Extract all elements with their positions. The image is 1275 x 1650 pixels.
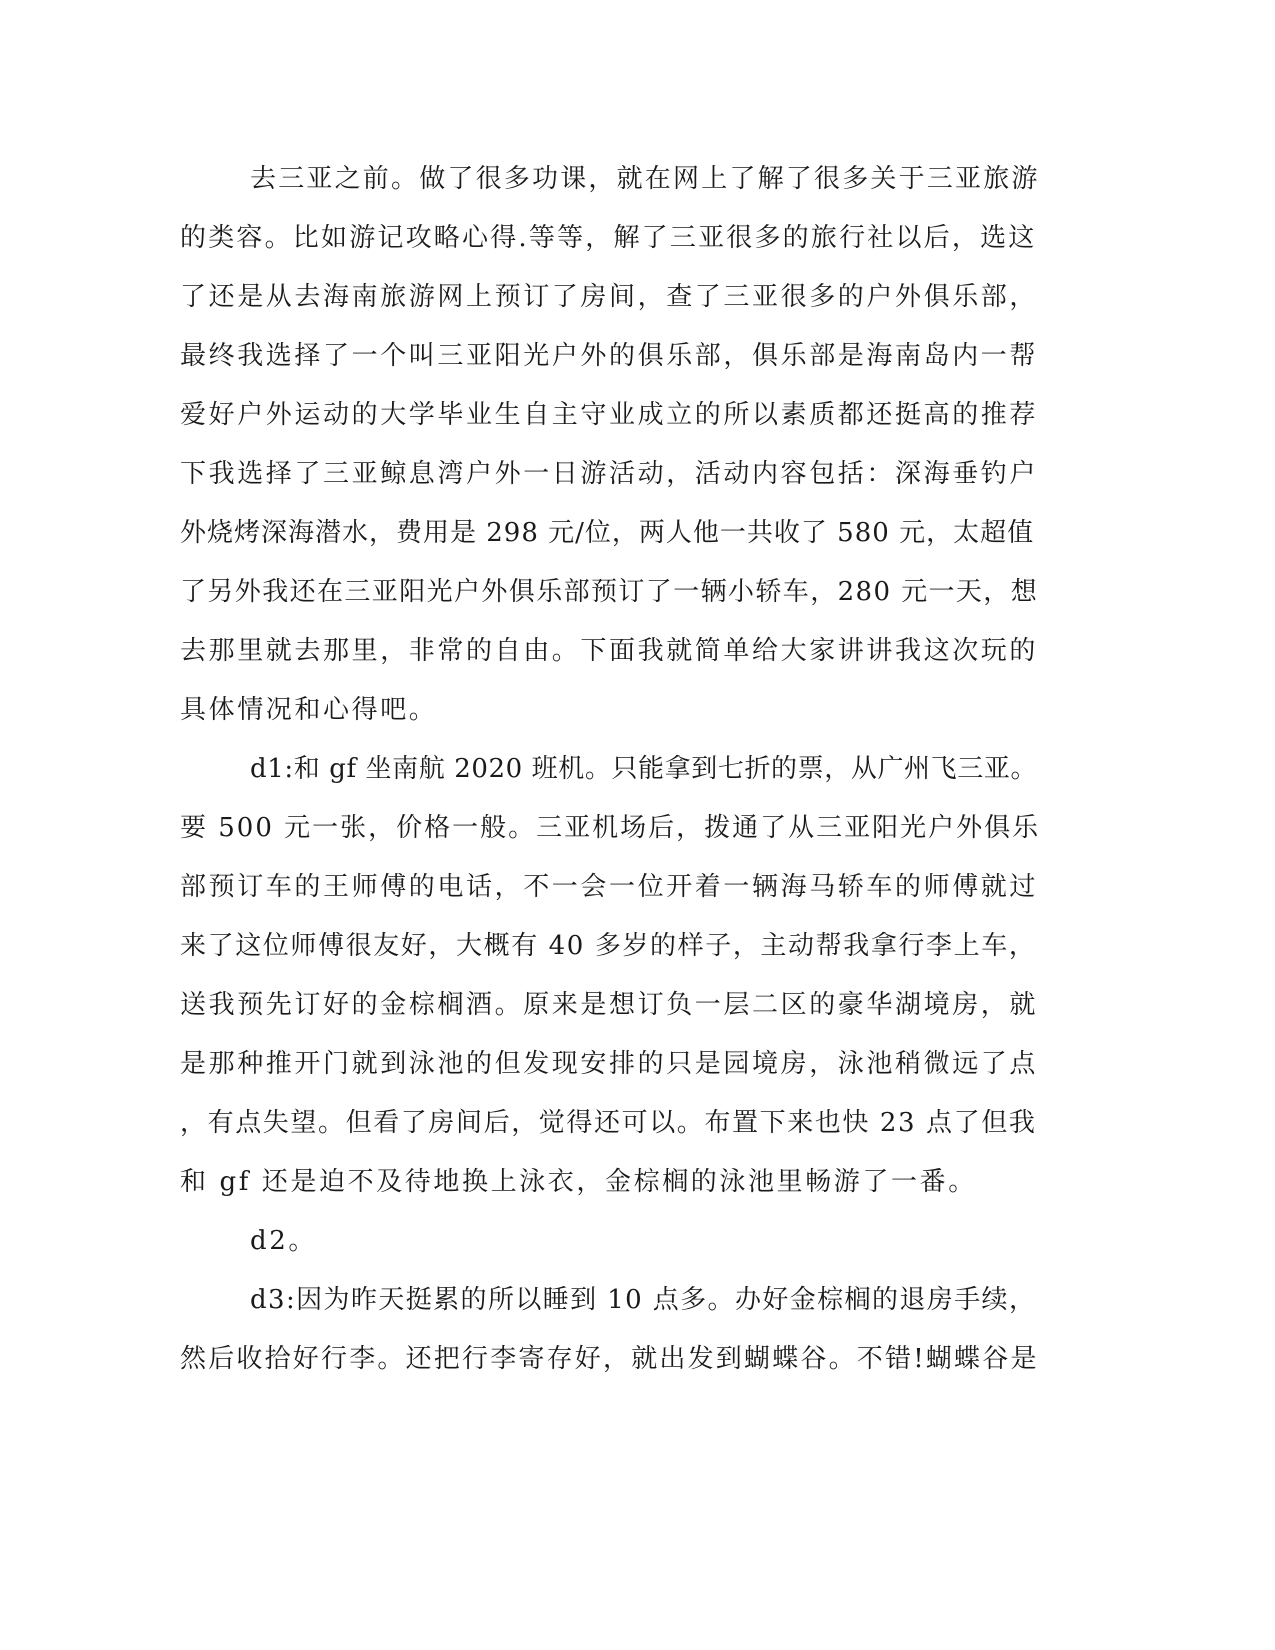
text-line: 下我选择了三亚鲸息湾户外一日游活动，活动内容包括：深海垂钓户: [180, 459, 1039, 489]
text-line: 了另外我还在三亚阳光户外俱乐部预订了一辆小轿车，280 元一天，想: [180, 577, 1039, 607]
text-line: 要 500 元一张，价格一般。三亚机场后，拨通了从三亚阳光户外俱乐: [180, 813, 1041, 843]
text-line: ，有点失望。但看了房间后，觉得还可以。布置下来也快 23 点了但我: [180, 1108, 1037, 1138]
text-line: 然后收拾好行李。还把行李寄存好，就出发到蝴蝶谷。不错!蝴蝶谷是: [180, 1344, 1039, 1374]
paragraph-intro: [180, 150, 1040, 740]
text-line: 是那种推开门就到泳池的但发现安排的只是园境房，泳池稍微远了点: [180, 1049, 1039, 1079]
text-line: 去三亚之前。做了很多功课，就在网上了解了很多关于三亚旅游: [250, 164, 1040, 194]
text-line: 部预订车的王师傅的电话，不一会一位开着一辆海马轿车的师傅就过: [180, 872, 1039, 902]
document-body: [180, 150, 1040, 1389]
paragraph-day2: [180, 1212, 1040, 1271]
text-line: 的类容。比如游记攻略心得.等等，解了三亚很多的旅行社以后，选这: [180, 223, 1037, 253]
text-line: 爱好户外运动的大学毕业生自主守业成立的所以素质都还挺高的推荐: [180, 400, 1039, 430]
text-line: 了还是从去海南旅游网上预订了房间，查了三亚很多的户外俱乐部，: [180, 282, 1039, 312]
text-line: 送我预先订好的金棕榈酒。原来是想订负一层二区的豪华湖境房，就: [180, 990, 1039, 1020]
text-line: 来了这位师傅很友好，大概有 40 多岁的样子，主动帮我拿行李上车，: [180, 931, 1037, 961]
text-line: d2。: [250, 1226, 317, 1256]
text-line: 外烧烤深海潜水，费用是 298 元/位，两人他一共收了 580 元，太超值: [180, 518, 1035, 548]
text-line: 去那里就去那里，非常的自由。下面我就简单给大家讲讲我这次玩的: [180, 636, 1039, 666]
text-line: 和 gf 还是迫不及待地换上泳衣，金棕榈的泳池里畅游了一番。: [180, 1167, 977, 1197]
paragraph-day3: [180, 1271, 1040, 1389]
text-line: d1:和 gf 坐南航 2020 班机。只能拿到七折的票，从广州飞三亚。: [250, 754, 1038, 784]
text-line: d3:因为昨天挺累的所以睡到 10 点多。办好金棕榈的退房手续，: [250, 1285, 1037, 1315]
text-line: 具体情况和心得吧。: [180, 695, 438, 725]
paragraph-day1: [180, 740, 1040, 1212]
text-line: 最终我选择了一个叫三亚阳光户外的俱乐部，俱乐部是海南岛内一帮: [180, 341, 1039, 371]
